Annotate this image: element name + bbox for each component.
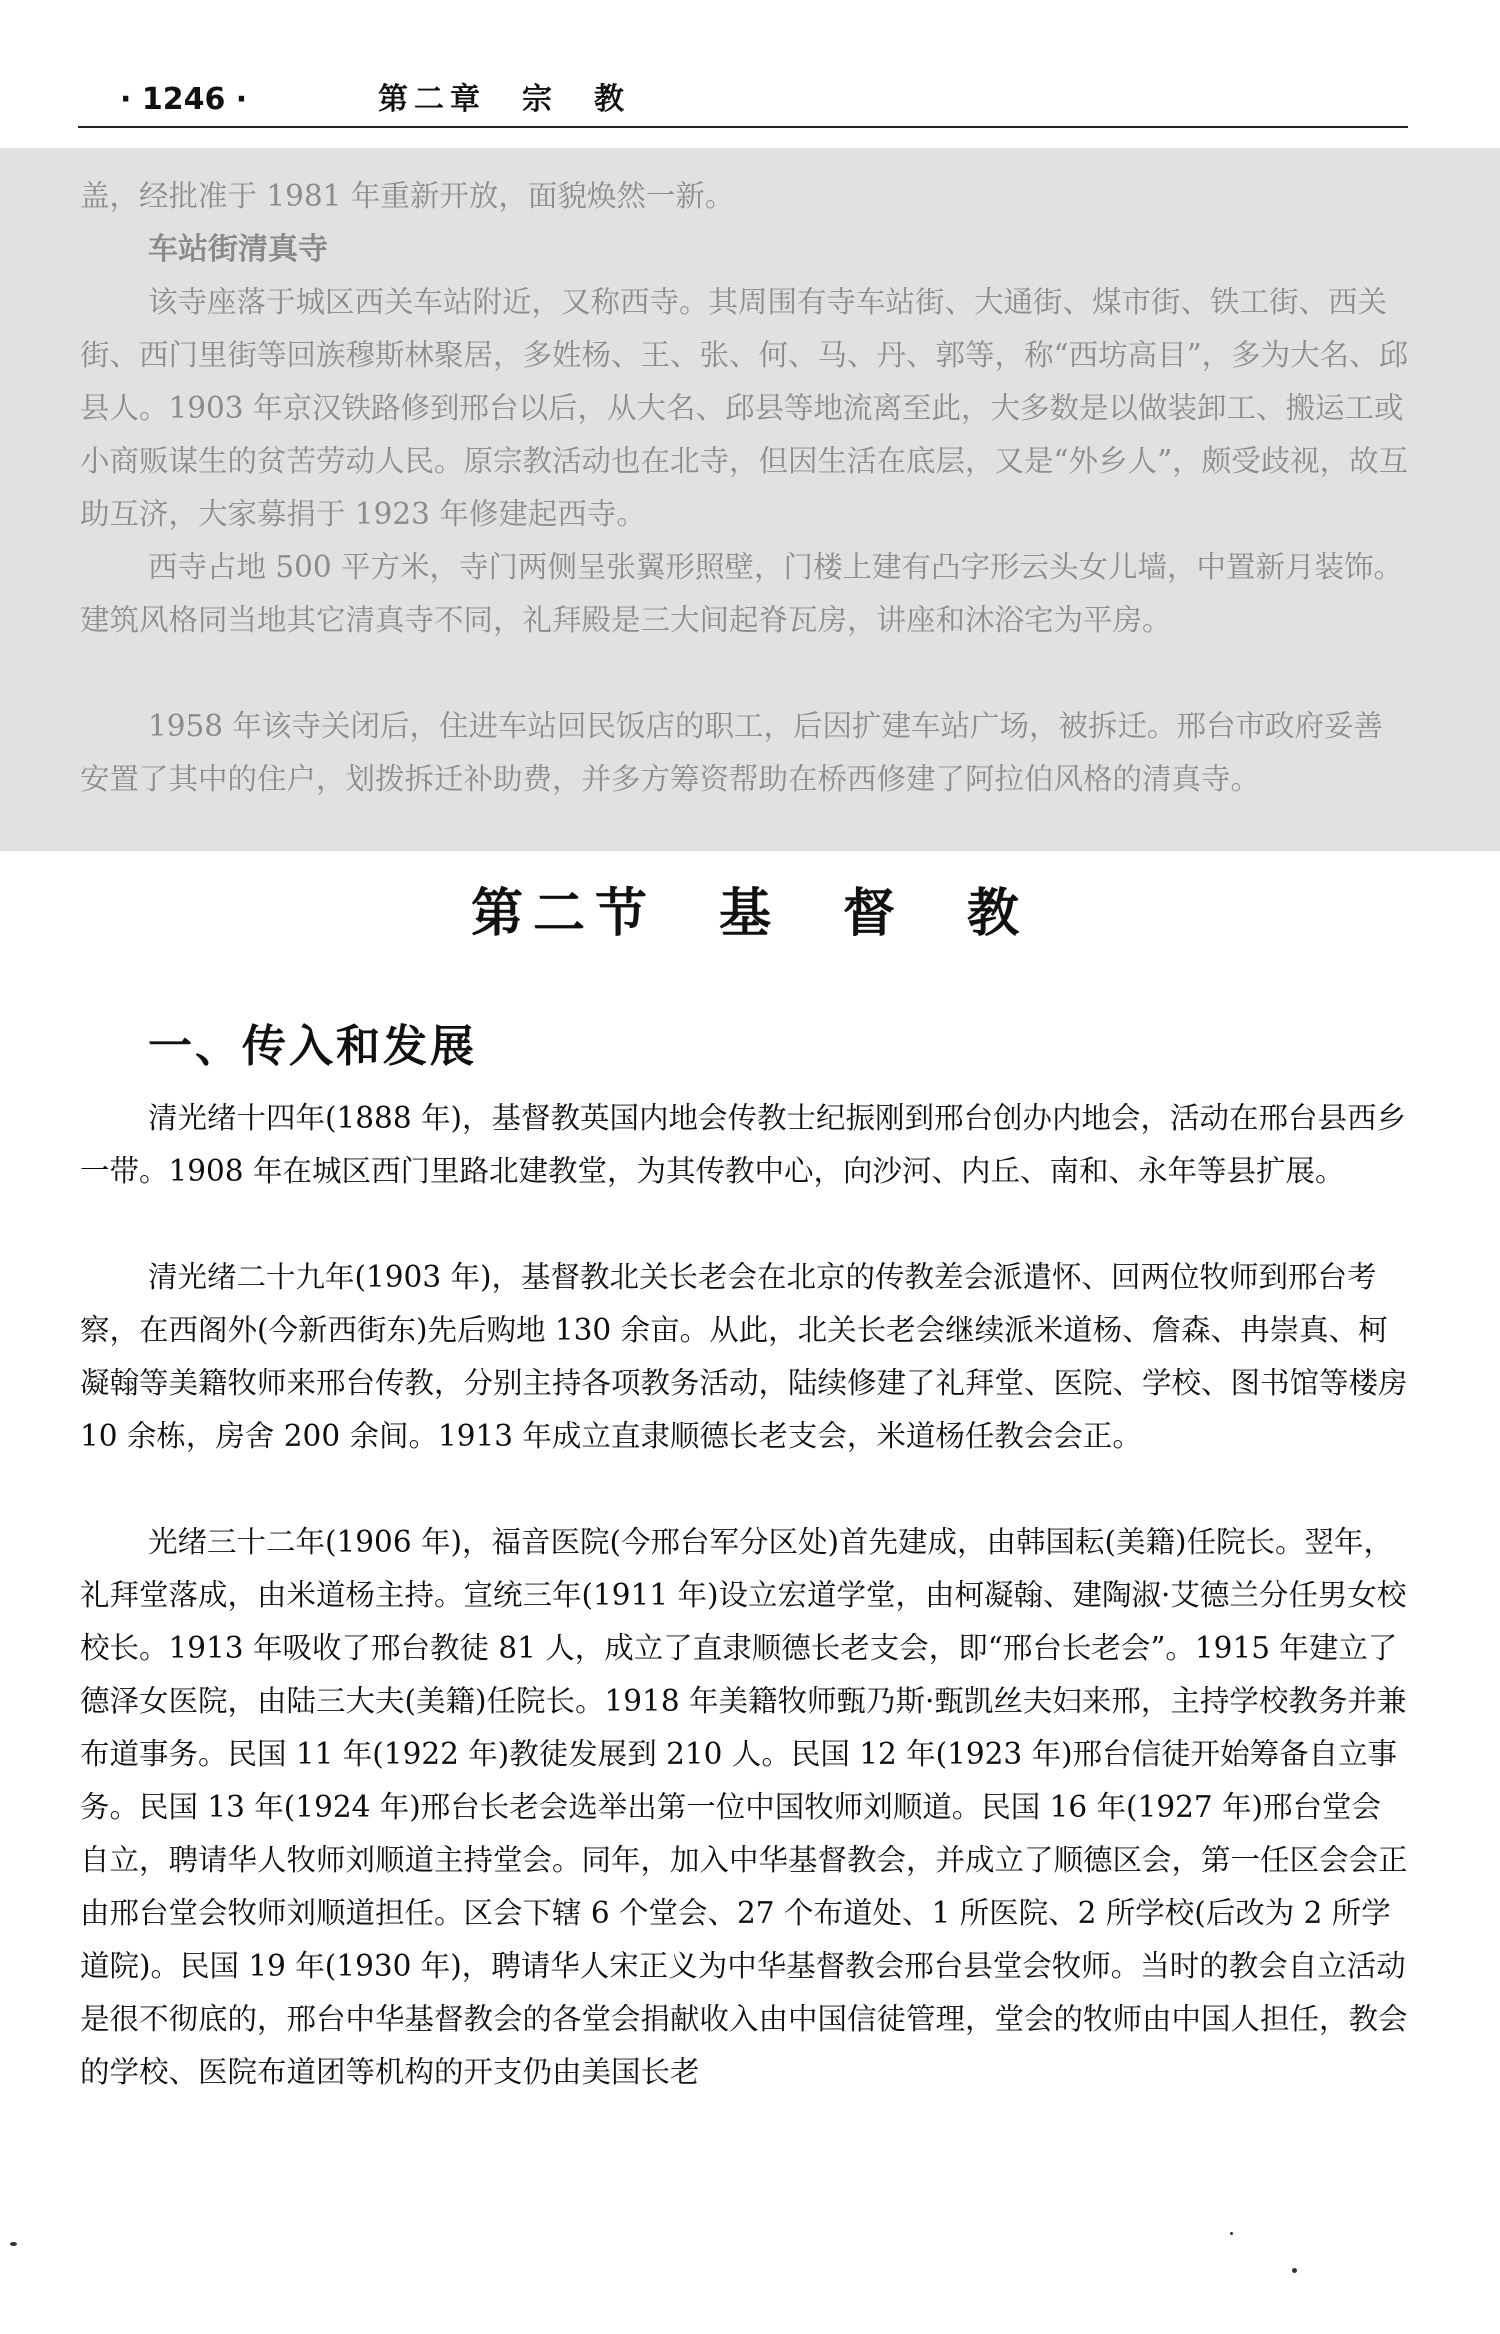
body-paragraph-2: 清光绪二十九年(1903 年)，基督教北关长老会在北京的传教差会派遣怀、回两位牧师到邢台考察，在西阁外(今新西街东)先后购地 130 余亩。从此，北关长老会继续派米道杨、詹森、冉崇真、柯凝翰等美籍牧师来邢台传教，分别主持各项教务活动，陆续修建了礼拜堂、医院、学校、图书馆等楼房 10 余栋，房舍 200 余间。1913 年成立直隶顺德长老支会，米道杨任教会会正。 [80,1260,1408,1453]
shaded-paragraph-2: 该寺座落于城区西关车站附近，又称西寺。其周围有寺车站街、大通街、煤市街、铁工街、西关街、西门里街等回族穆斯林聚居，多姓杨、王、张、何、马、丹、郭等，称“西坊高目”，多为大名、邱县人。1903 年京汉铁路修到邢台以后，从大名、邱县等地流离至此，大多数是以做装卸工、搬运工或小商贩谋生的贫苦劳动人民。原宗教活动也在北寺，但因生活在底层，又是“外乡人”，颇受歧视，故互助互济，大家募捐于 1923 年修建起西寺。 [80,285,1409,531]
shaded-paragraph-1: 盖，经批准于 1981 年重新开放，面貌焕然一新。 [80,179,735,213]
subsection-title: 一、传入和发展 [148,1021,477,1072]
scan-speck [1230,2232,1233,2235]
shaded-section [0,148,1500,851]
scan-speck [10,2242,17,2246]
shaded-paragraph-3: 西寺占地 500 平方米，寺门两侧呈张翼形照壁，门楼上建有凸字形云头女儿墙，中置新月装饰。建筑风格同当地其它清真寺不同，礼拜殿是三大间起脊瓦房，讲座和沐浴宅为平房。 [80,550,1404,637]
body-paragraph-1: 清光绪十四年(1888 年)，基督教英国内地会传教士纪振刚到邢台创办内地会，活动在邢台县西乡一带。1908 年在城区西门里路北建教堂，为其传教中心，向沙河、内丘、南和、永年等县扩展。 [80,1101,1406,1188]
shaded-paragraph-4: 1958 年该寺关闭后，住进车站回民饭店的职工，后因扩建车站广场，被拆迁。邢台市政府妥善安置了其中的住户，划拨拆迁补助费，并多方筹资帮助在桥西修建了阿拉伯风格的清真寺。 [80,709,1383,796]
shaded-subheading: 车站街清真寺 [148,232,328,267]
page-header [78,74,1408,128]
scan-speck [1292,2268,1297,2273]
chapter-title: 第二章 宗 教 [378,82,630,117]
page-number: · 1246 · [120,82,248,117]
section-title: 第二节 基 督 教 [470,884,1029,944]
body-paragraph-3: 光绪三十二年(1906 年)，福音医院(今邢台军分区处)首先建成，由韩国耘(美籍)任院长。翌年，礼拜堂落成，由米道杨主持。宣统三年(1911 年)设立宏道学堂，由柯凝翰、建陶淑·艾德兰分任男女校校长。1913 年吸收了邢台教徒 81 人，成立了直隶顺德长老支会，即“邢台长老会”。1915 年建立了德泽女医院，由陆三大夫(美籍)任院长。1918 年美籍牧师甄乃斯·甄凯丝夫妇来邢，主持学校教务并兼布道事务。民国 11 年(1922 年)教徒发展到 210 人。民国 12 年(1923 年)邢台信徒开始筹备自立事务。民国 13 年(1924 年)邢台长老会选举出第一位中国牧师刘顺道。民国 16 年(1927 年)邢台堂会自立，聘请华人牧师刘顺道主持堂会。同年，加入中华基督教会，并成立了顺德区会，第一任区会会正由邢台堂会牧师刘顺道担任。区会下辖 6 个堂会、27 个布道处、1 所医院、2 所学校(后改为 2 所学道院)。民国 19 年(1930 年)，聘请华人宋正义为中华基督教会邢台县堂会牧师。当时的教会自立活动是很不彻底的，邢台中华基督教会的各堂会捐献收入由中国信徒管理，堂会的牧师由中国人担任，教会的学校、医院布道团等机构的开支仍由美国长老 [80,1525,1408,2089]
